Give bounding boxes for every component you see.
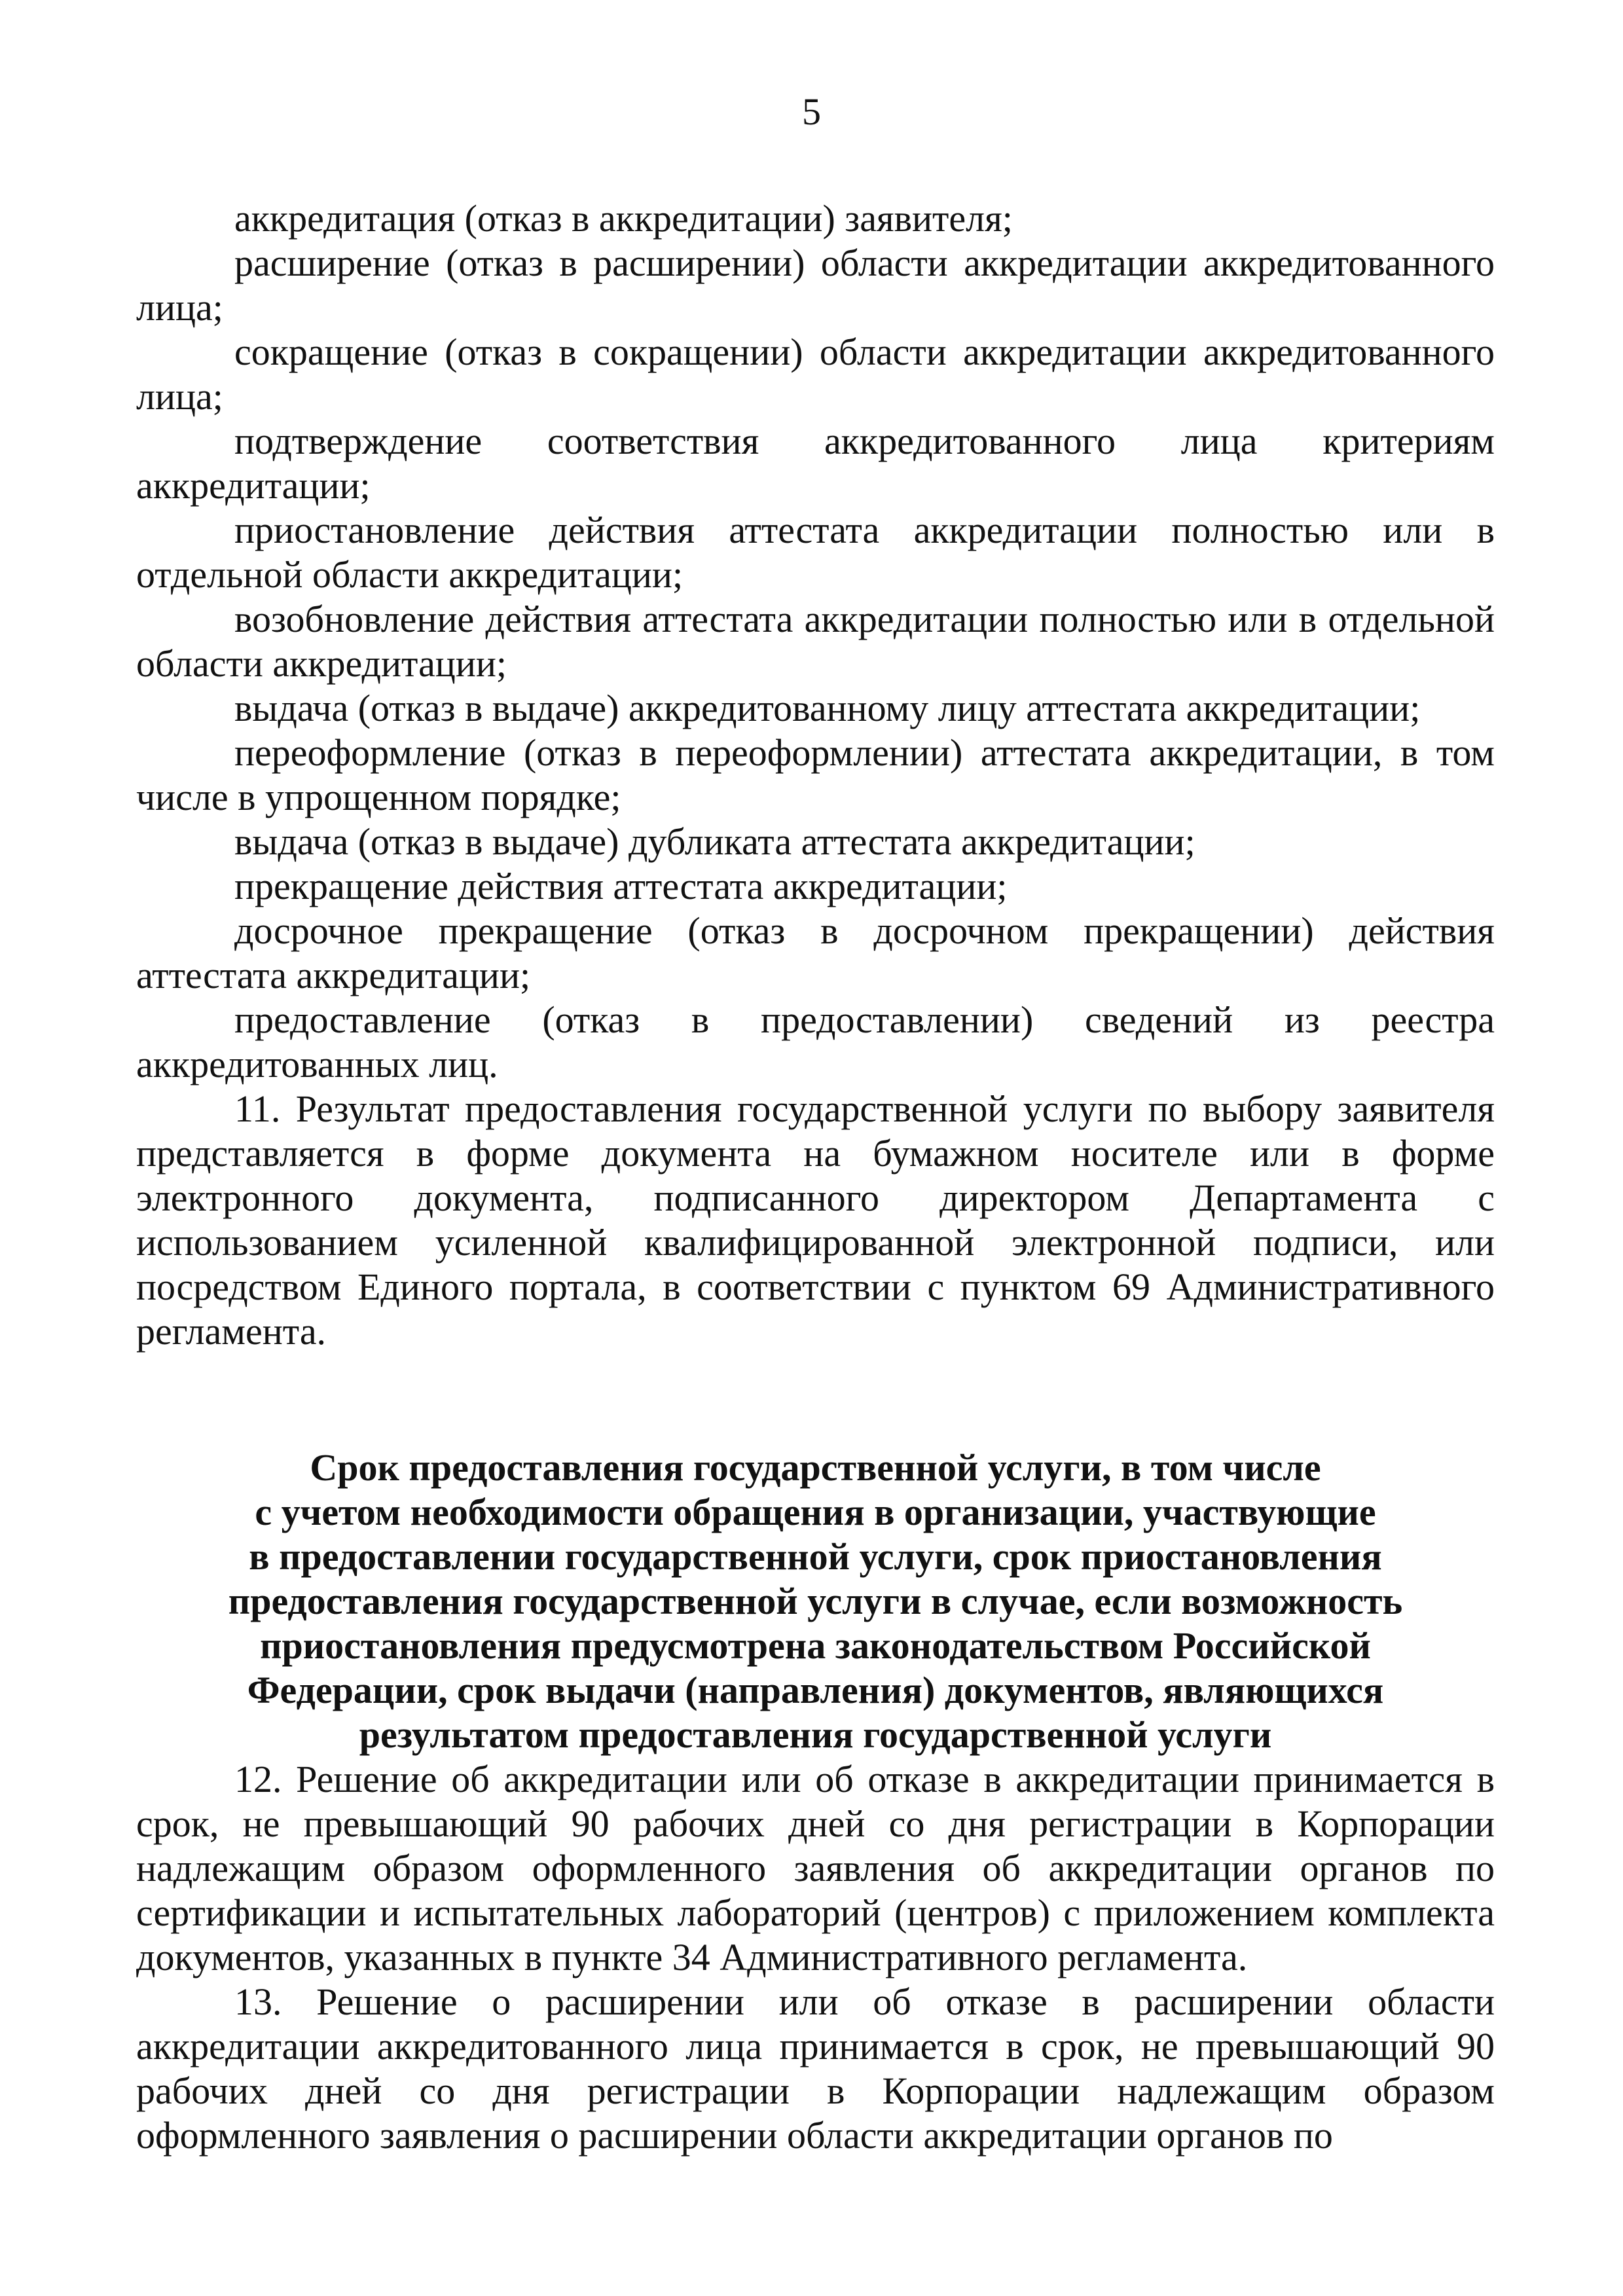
paragraph-registry-info: предоставление (отказ в предоставлении) сведений из реестра аккредитованных лиц. bbox=[136, 998, 1495, 1085]
heading-line: с учетом необходимости обращения в организации, участвующие bbox=[255, 1491, 1376, 1533]
heading-line: предоставления государственной услуги в случае, если возможность bbox=[228, 1580, 1403, 1622]
document-body bbox=[136, 196, 1495, 2158]
page-number: 5 bbox=[802, 90, 821, 133]
paragraph-duplicate: выдача (отказ в выдаче) дубликата аттестата аккредитации; bbox=[234, 820, 1195, 863]
paragraph-reissue: переоформление (отказ в переоформлении) аттестата аккредитации, в том числе в упрощенном порядке; bbox=[136, 731, 1495, 818]
paragraph-suspension: приостановление действия аттестата аккредитации полностью или в отдельной области аккредитации; bbox=[136, 509, 1495, 596]
paragraph-expansion: расширение (отказ в расширении) области аккредитации аккредитованного лица; bbox=[136, 242, 1495, 329]
heading-line: приостановления предусмотрена законодательством Российской bbox=[260, 1624, 1371, 1667]
paragraph-early-termination: досрочное прекращение (отказ в досрочном прекращении) действия аттестата аккредитации; bbox=[136, 909, 1495, 996]
paragraph-issuance: выдача (отказ в выдаче) аккредитованному лицу аттестата аккредитации; bbox=[234, 687, 1421, 729]
paragraph-resumption: возобновление действия аттестата аккредитации полностью или в отдельной области аккредитации; bbox=[136, 598, 1495, 685]
heading-line: результатом предоставления государственной услуги bbox=[359, 1713, 1272, 1756]
heading-line: Федерации, срок выдачи (направления) документов, являющихся bbox=[247, 1669, 1384, 1711]
paragraph-confirmation: подтверждение соответствия аккредитованного лица критериям аккредитации; bbox=[136, 420, 1495, 507]
heading-line: в предоставлении государственной услуги, срок приостановления bbox=[249, 1535, 1382, 1578]
paragraph-termination: прекращение действия аттестата аккредитации; bbox=[234, 865, 1008, 907]
paragraph-item-12: 12. Решение об аккредитации или об отказе в аккредитации принимается в срок, не превышающий 90 рабочих дней со дня регистрации в Корпорации надлежащим образом оформленного заявления об аккредитации органов по сертификации и испытательных лабораторий (центров) с приложением комплекта документов, указанных в пункте 34 Административного регламента. bbox=[136, 1758, 1495, 1978]
paragraph-item-11: 11. Результат предоставления государственной услуги по выбору заявителя представляется в форме документа на бумажном носителе или в форме электронного документа, подписанного директором Департамента с использованием усиленной квалифицированной электронной подписи, или посредством Единого портала, в соответствии с пунктом 69 Административного регламента. bbox=[136, 1087, 1495, 1353]
heading-line: Срок предоставления государственной услуги, в том числе bbox=[310, 1446, 1321, 1489]
section-heading bbox=[136, 1446, 1495, 1757]
paragraph-item-13: 13. Решение о расширении или об отказе в расширении области аккредитации аккредитованного лица принимается в срок, не превышающий 90 рабочих дней со дня регистрации в Корпорации надлежащим образом оформленного заявления о расширении области аккредитации органов по bbox=[136, 1980, 1495, 2157]
paragraph-accreditation: аккредитация (отказ в аккредитации) заявителя; bbox=[234, 197, 1013, 240]
paragraph-reduction: сокращение (отказ в сокращении) области аккредитации аккредитованного лица; bbox=[136, 331, 1495, 418]
